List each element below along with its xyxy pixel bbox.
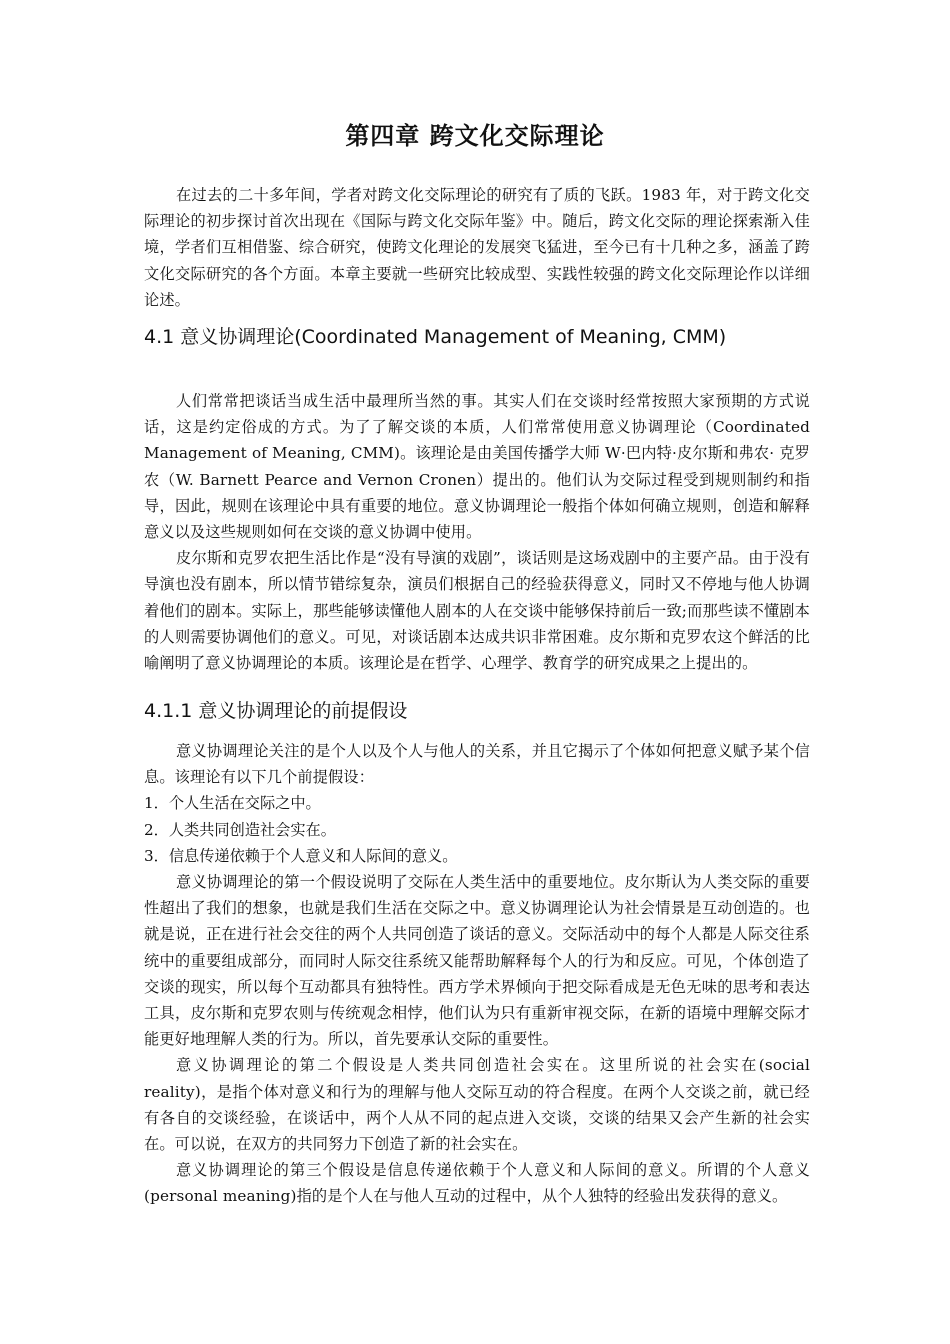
- chapter-title: 第四章 跨文化交际理论: [345, 122, 605, 150]
- assumption-list-item-1: 1．个人生活在交际之中。: [144, 794, 321, 813]
- intro-paragraph: 在过去的二十多年间，学者对跨文化交际理论的研究有了质的飞跃。1983 年，对于跨文化交际理论的初步探讨首次出现在《国际与跨文化交际年鉴》中。随后，跨文化交际的理论探索渐入佳境，学者们互相借鉴、综合研究，使跨文化理论的发展突飞猛进，至今已有十几种之多，涵盖了跨文化交际研究的各个方面。本章主要就一些研究比较成型、实践性较强的跨文化交际理论作以详细论述。: [144, 186, 810, 309]
- section-4-1-1-paragraph-2: 意义协调理论的第二个假设是人类共同创造社会实在。这里所说的社会实在(social reality)，是指个体对意义和行为的理解与他人交际互动的符合程度。在两个人交谈之前，就已经有各自的交谈经验，在谈话中，两个人从不同的起点进入交谈，交谈的结果又会产生新的社会实在。可以说，在双方的共同努力下创造了新的社会实在。: [144, 1056, 810, 1154]
- section-4-1-paragraph-2: 皮尔斯和克罗农把生活比作是“没有导演的戏剧”，谈话则是这场戏剧中的主要产品。由于没有导演也没有剧本，所以情节错综复杂，演员们根据自己的经验获得意义，同时又不停地与他人协调着他们的剧本。实际上，那些能够读懂他人剧本的人在交谈中能够保持前后一致;而那些读不懂剧本的人则需要协调他们的意义。可见，对谈话剧本达成共识非常困难。皮尔斯和克罗农这个鲜活的比喻阐明了意义协调理论的本质。该理论是在哲学、心理学、教育学的研究成果之上提出的。: [144, 549, 810, 673]
- section-4-1-1-heading: 4.1.1 意义协调理论的前提假设: [144, 700, 408, 722]
- section-4-1-1-lead: 意义协调理论关注的是个人以及个人与他人的关系，并且它揭示了个体如何把意义赋予某个信息。该理论有以下几个前提假设：: [144, 742, 810, 787]
- section-4-1-body: [144, 388, 810, 676]
- section-4-1-paragraph-1: 人们常常把谈话当成生活中最理所当然的事。其实人们在交谈时经常按照大家预期的方式说话，这是约定俗成的方式。为了了解交谈的本质，人们常常使用意义协调理论（Coordinated Management of Meaning, CMM)。该理论是由美国传播学大师 W·巴内特·皮尔斯和弗农· 克罗农（W. Barnett Pearce and Vernon Cronen）提出的。他们认为交际过程受到规则制约和指导，因此，规则在该理论中具有重要的地位。意义协调理论一般指个体如何确立规则，创造和解释意义以及这些规则如何在交谈的意义协调中使用。: [144, 392, 810, 542]
- assumption-list-item-2: 2．人类共同创造社会实在。: [144, 820, 336, 839]
- section-4-1-1-body: [144, 738, 810, 1210]
- section-4-1-1-paragraph-1: 意义协调理论的第一个假设说明了交际在人类生活中的重要地位。皮尔斯认为人类交际的重要性超出了我们的想象，也就是我们生活在交际之中。意义协调理论认为社会情景是互动创造的。也就是说，正在进行社会交往的两个人共同创造了谈话的意义。交际活动中的每个人都是人际交往系统中的重要组成部分，而同时人际交往系统又能帮助解释每个人的行为和反应。可见，个体创造了交谈的现实，所以每个互动都具有独特性。西方学术界倾向于把交际看成是无色无味的思考和表达工具，皮尔斯和克罗农则与传统观念相悖，他们认为只有重新审视交际，在新的语境中理解交际才能更好地理解人类的行为。所以，首先要承认交际的重要性。: [144, 873, 810, 1049]
- section-4-1-1-paragraph-3: 意义协调理论的第三个假设是信息传递依赖于个人意义和人际间的意义。所谓的个人意义(personal meaning)指的是个人在与他人互动的过程中，从个人独特的经验出发获得的意义。: [144, 1161, 810, 1206]
- section-4-1-heading: 4.1 意义协调理论(Coordinated Management of Meaning, CMM): [144, 326, 727, 348]
- intro-block: [144, 182, 810, 313]
- assumption-list-item-3: 3．信息传递依赖于个人意义和人际间的意义。: [144, 846, 458, 865]
